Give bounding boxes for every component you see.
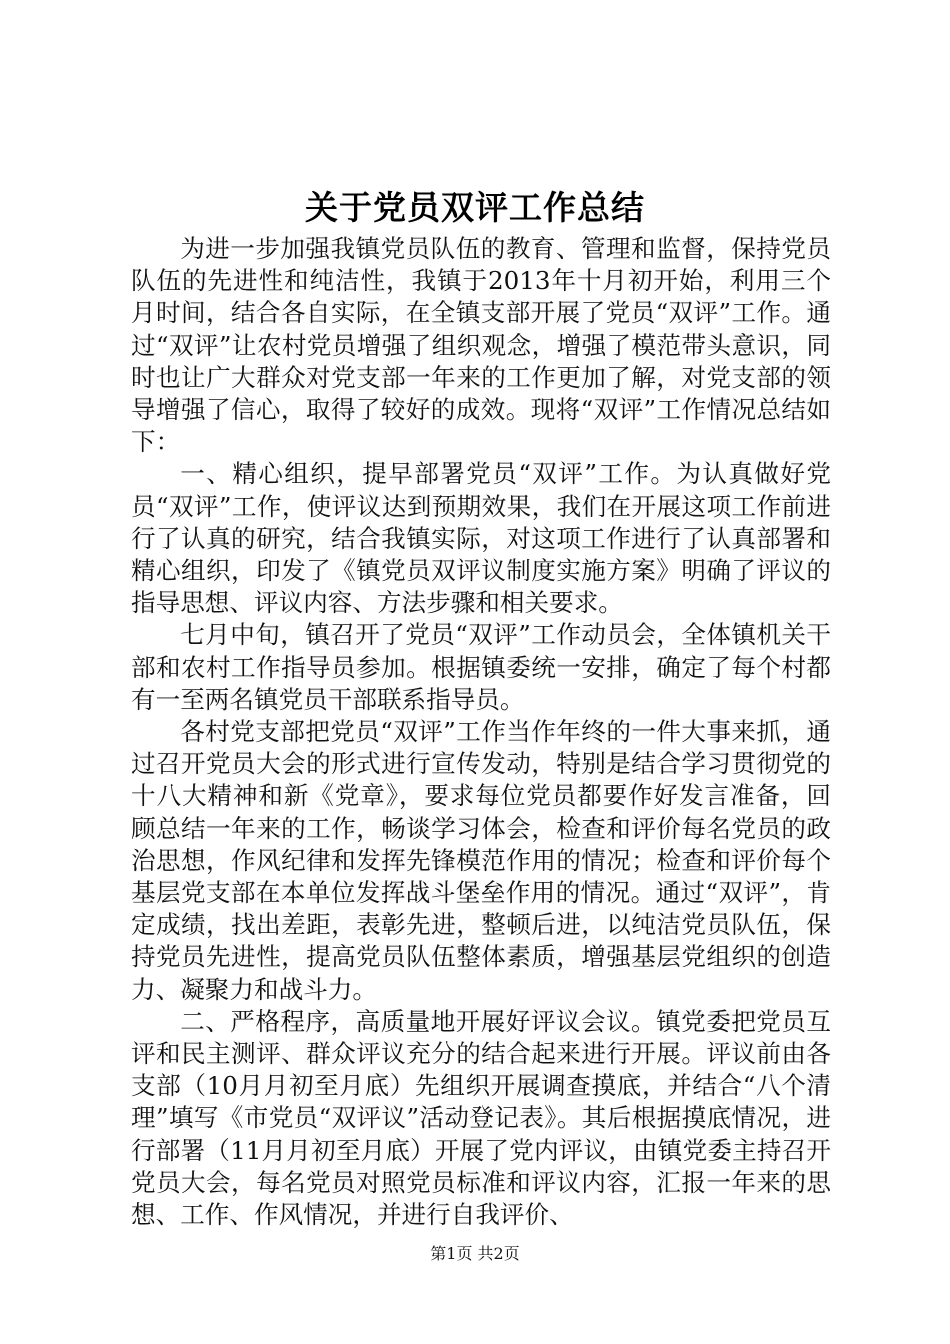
paragraph-village-branches: 各村党支部把党员“双评”工作当作年终的一件大事来抓，通过召开党员大会的形式进行宣传发动，特别是结合学习贯彻党的十八大精神和新《党章》，要求每位党员都要作好发言准备，回顾总结一年来的工作，畅谈学习体会，检查和评价每名党员的政治思想，作风纪律和发挥先锋模范作用的情况；检查和评价每个基层党支部在本单位发挥战斗堡垒作用的情况。通过“双评”，肯定成绩，找出差距，表彰先进，整顿后进，以纯洁党员队伍，保持党员先进性，提高党员队伍整体素质，增强基层党组织的创造力、凝聚力和战斗力。 [131, 717, 831, 1004]
paragraph-mobilization-meeting: 七月中旬，镇召开了党员“双评”工作动员会，全体镇机关干部和农村工作指导员参加。根据镇委统一安排，确定了每个村都有一至两名镇党员干部联系指导员。 [131, 620, 831, 714]
paragraph-section-1: 一、精心组织，提早部署党员“双评”工作。为认真做好党员“双评”工作，使评议达到预期效果，我们在开展这项工作前进行了认真的研究，结合我镇实际，对这项工作进行了认真部署和精心组织，印发了《镇党员双评议制度实施方案》明确了评议的指导思想、评议内容、方法步骤和相关要求。 [131, 459, 831, 618]
document-title: 关于党员双评工作总结 [305, 188, 645, 227]
paragraph-intro: 为进一步加强我镇党员队伍的教育、管理和监督，保持党员队伍的先进性和纯洁性，我镇于2013年十月初开始，利用三个月时间，结合各自实际，在全镇支部开展了党员“双评”工作。通过“双评”让农村党员增强了组织观念，增强了模范带头意识，同时也让广大群众对党支部一年来的工作更加了解，对党支部的领导增强了信心，取得了较好的成效。现将“双评”工作情况总结如下： [131, 234, 831, 457]
document-body [131, 233, 831, 1231]
paragraph-section-2: 二、严格程序，高质量地开展好评议会议。镇党委把党员互评和民主测评、群众评议充分的结合起来进行开展。评议前由各支部（10月月初至月底）先组织开展调查摸底，并结合“八个清理”填写《市党员“双评议”活动登记表》。其后根据摸底情况，进行部署（11月月初至月底）开展了党内评议，由镇党委主持召开党员大会，每名党员对照党员标准和评议内容，汇报一年来的思想、工作、作风情况，并进行自我评价、 [131, 1006, 831, 1230]
page-footer: 第1页 共2页 [430, 1244, 520, 1263]
